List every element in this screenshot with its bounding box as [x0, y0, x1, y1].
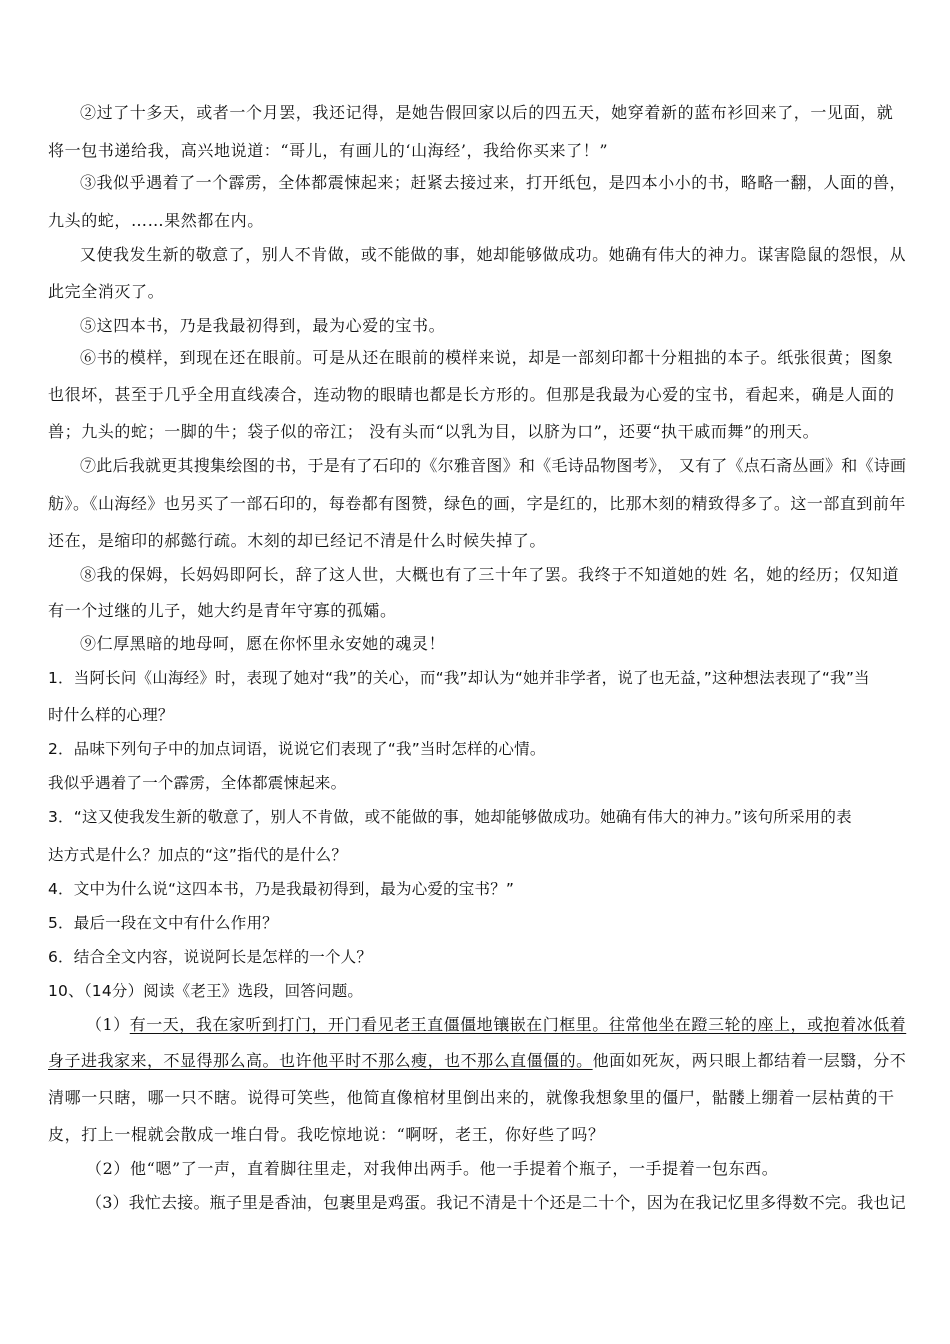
section-10-paragraph-2: （2）他“嗯”了一声，直着脚往里走，对我伸出两手。他一手提着个瓶子，一手提着一包东西。	[86, 1159, 779, 1178]
paragraph-9: ⑨仁厚黑暗的地母呵，愿在你怀里永安她的魂灵！	[80, 634, 446, 653]
paragraph-6-line-2: 也很坏，甚至于几乎全用直线凑合，连动物的眼睛也都是长方形的。但那是我最为心爱的宝书，看起来，确是人面的	[48, 385, 895, 404]
paragraph-2-line-1: ②过了十多天，或者一个月罢，我还记得，是她告假回家以后的四五天，她穿着新的蓝布衫回来了，一见面，就	[80, 103, 894, 122]
question-6: 6．结合全文内容，说说阿长是怎样的一个人？	[48, 948, 373, 966]
section-10-paragraph-3: （3）我忙去接。瓶子里是香油，包裹里是鸡蛋。我记不清是十个还是二十个，因为在我记忆里多得数不完。我也记	[86, 1193, 906, 1212]
section-10-paragraph-1-line-3: 清哪一只瞎，哪一只不瞎。说得可笑些，他简直像棺材里倒出来的，就像我想象里的僵尸，骷髅上绷着一层枯黄的干	[48, 1088, 895, 1107]
section-10-header: 10、（14分）阅读《老王》选段，回答问题。	[48, 982, 364, 1000]
paragraph-2-line-2: 将一包书递给我，高兴地说道：“哥儿，有画儿的‘山海经’，我给你买来了！”	[48, 141, 609, 160]
paragraph-6-line-3: 兽；九头的蛇；一脚的牛；袋子似的帝江； 没有头而“以乳为目，以脐为口”，还要“执干戚而舞”的刑天。	[48, 422, 820, 441]
section-10-paragraph-1-line-4: 皮，打上一棍就会散成一堆白骨。我吃惊地说：“啊呀，老王，你好些了吗？	[48, 1125, 605, 1144]
section-10-paragraph-1-line-2	[48, 1051, 906, 1071]
question-3-line-1: 3．“这又使我发生新的敬意了，别人不肯做，或不能做的事，她却能够做成功。她确有伟大的神力。”该句所采用的表	[48, 808, 852, 826]
sentence-text: 他面如死灰，两只眼上都结着一层翳，分不	[592, 1051, 907, 1070]
question-2-quote: 我似乎遇着了一个霹雳，全体都震悚起来。	[48, 774, 347, 792]
question-1-line-2: 时什么样的心理？	[48, 706, 174, 724]
underlined-sentence: 有一天，我在家听到打门，开门看见老王直僵僵地镶嵌在门框里。往常他坐在蹬三轮的座上，或抱着冰低着	[129, 1015, 907, 1034]
paragraph-7-line-3: 还在，是缩印的郝懿行疏。木刻的却已经记不清是什么时候失掉了。	[48, 531, 547, 550]
paragraph-4-line-1: 又使我发生新的敬意了，别人不肯做，或不能做的事，她却能够做成功。她确有伟大的神力。谋害隐鼠的怨恨，从	[80, 245, 907, 264]
paragraph-7-line-2: 舫》。《山海经》也另买了一部石印的，每卷都有图赞，绿色的画，字是红的，比那木刻的精致得多了。这一部直到前年	[48, 494, 906, 513]
paragraph-8-line-1: ⑧我的保姆，长妈妈即阿长，辞了这人世，大概也有了三十年了罢。我终于不知道她的姓 名，她的经历；仅知道	[80, 565, 900, 584]
question-4: 4．文中为什么说“这四本书，乃是我最初得到，最为心爱的宝书？”	[48, 880, 515, 898]
paragraph-7-line-1: ⑦此后我就更其搜集绘图的书，于是有了石印的《尔雅音图》和《毛诗品物图考》， 又有了《点石斋丛画》和《诗画	[80, 456, 907, 475]
underlined-sentence: 身子进我家来，不显得那么高。也许他平时不那么瘦，也不那么直僵僵的。	[48, 1051, 593, 1070]
paragraph-6-line-1: ⑥书的模样，到现在还在眼前。可是从还在眼前的模样来说，却是一部刻印都十分粗拙的本子。纸张很黄；图象	[80, 348, 894, 367]
question-1-line-1: 1．当阿长问《山海经》时，表现了她对“我”的关心，而“我”却认为“她并非学者，说了也无益，”这种想法表现了“我”当	[48, 669, 870, 687]
paragraph-4-line-2: 此完全消灭了。	[48, 282, 165, 301]
question-5: 5．最后一段在文中有什么作用？	[48, 914, 278, 932]
paragraph-5: ⑤这四本书，乃是我最初得到，最为心爱的宝书。	[80, 316, 446, 335]
paragraph-number: （1）	[86, 1015, 130, 1034]
paragraph-3-line-2: 九头的蛇，……果然都在内。	[48, 211, 264, 230]
section-10-paragraph-1-line-1	[86, 1015, 906, 1035]
paragraph-3-line-1: ③我似乎遇着了一个霹雳，全体都震悚起来；赶紧去接过来，打开纸包，是四本小小的书，略略一翻，人面的兽，	[80, 173, 907, 192]
paragraph-8-line-2: 有一个过继的儿子，她大约是青年守寡的孤孀。	[48, 601, 397, 620]
question-2-line-1: 2．品味下列句子中的加点词语，说说它们表现了“我”当时怎样的心情。	[48, 740, 546, 758]
question-3-line-2: 达方式是什么？加点的“这”指代的是什么？	[48, 846, 348, 864]
